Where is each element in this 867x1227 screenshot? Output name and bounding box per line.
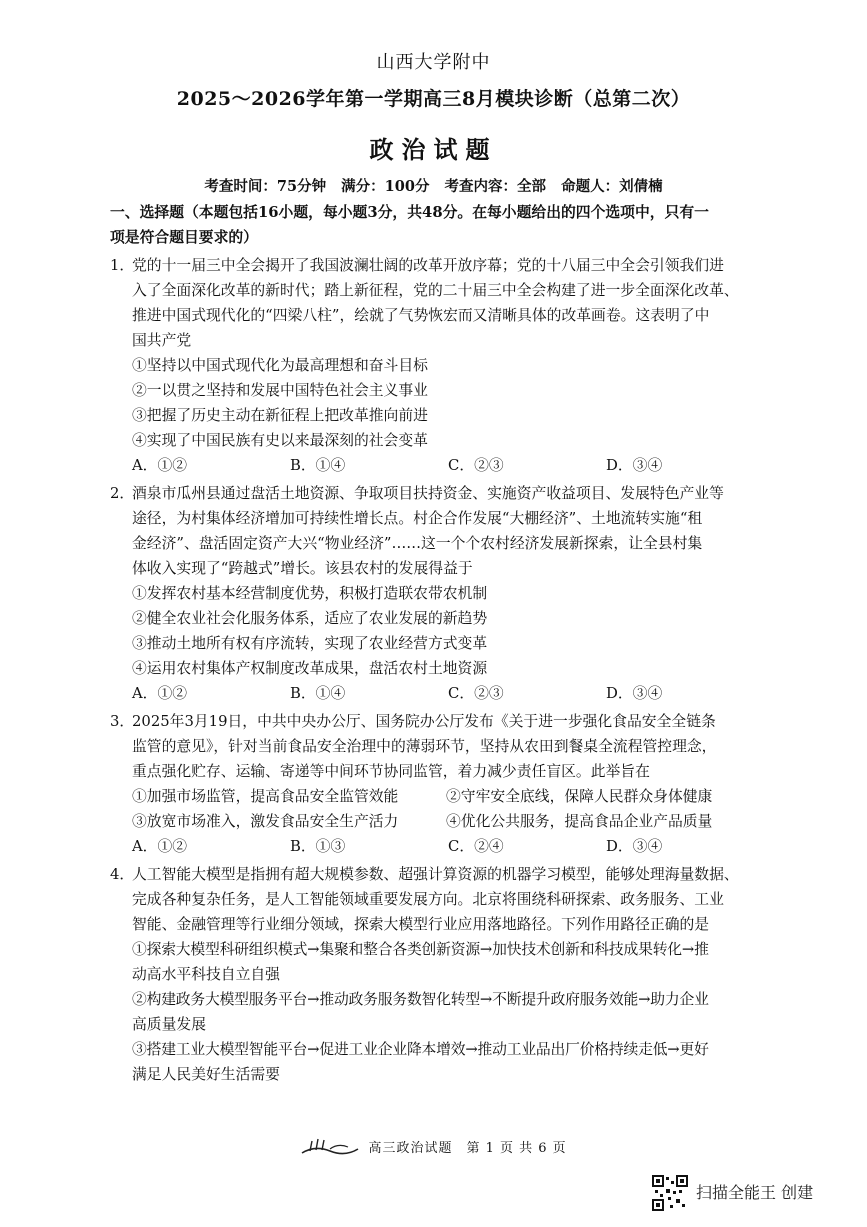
stem-line: 重点强化贮存、运输、寄递等中间环节协同监管，着力减少责任盲区。此举旨在 bbox=[132, 763, 650, 780]
choice-c: C．②④ bbox=[448, 838, 504, 855]
question-stem bbox=[110, 709, 774, 784]
statement-option: ②守牢安全底线，保障人民群众身体健康 bbox=[446, 788, 713, 805]
section-heading-line: 项是符合题目要求的） bbox=[110, 229, 258, 246]
stem-line: 国共产党 bbox=[132, 332, 192, 349]
exam-full-score: 满分：100分 bbox=[341, 178, 430, 195]
school-logo-icon bbox=[300, 1135, 360, 1157]
exam-info bbox=[0, 175, 867, 196]
choice-d: D．③④ bbox=[606, 457, 663, 474]
question-number: 1． bbox=[110, 257, 135, 274]
question-stem bbox=[110, 253, 774, 353]
stem-line: 智能、金融管理等行业细分领域，探索大模型行业应用落地路径。下列作用路径正确的是 bbox=[132, 916, 710, 933]
question-4 bbox=[110, 862, 774, 1087]
statement-option: ③推动土地所有权有序流转，实现了农业经营方式变革 bbox=[132, 635, 488, 652]
statement-option: ④实现了中国民族有史以来最深刻的社会变革 bbox=[132, 432, 428, 449]
option-line: 高质量发展 bbox=[132, 1016, 206, 1033]
choice-a: A．①② bbox=[132, 685, 188, 702]
question-number: 3． bbox=[110, 713, 135, 730]
stem-line: 党的十一届三中全会揭开了我国波澜壮阔的改革开放序幕；党的十八届三中全会引领我们进 bbox=[132, 257, 724, 274]
statement-option: ①加强市场监管，提高食品安全监管效能 bbox=[132, 788, 399, 805]
question-stem bbox=[110, 862, 774, 937]
statement-option bbox=[110, 937, 774, 987]
stem-line: 推进中国式现代化的“四梁八柱”，绘就了气势恢宏而又清晰具体的改革画卷。这表明了中 bbox=[132, 307, 710, 324]
qr-code-icon bbox=[652, 1175, 688, 1211]
option-line: ③搭建工业大模型智能平台→促进工业企业降本增效→推动工业品出厂价格持续走低→更好 bbox=[132, 1041, 709, 1058]
subject-title: 政治试题 bbox=[369, 135, 498, 164]
section-heading-line: 一、选择题（本题包括16小题，每小题3分，共48分。在每小题给出的四个选项中，只有一 bbox=[110, 204, 709, 221]
statement-option bbox=[110, 987, 774, 1037]
statement-option: ①发挥农村基本经营制度优势，积极打造联农带农机制 bbox=[132, 585, 488, 602]
stem-line: 完成各种复杂任务，是人工智能领域重要发展方向。北京将围绕科研探索、政务服务、工业 bbox=[132, 891, 724, 908]
statement-option: ③把握了历史主动在新征程上把改革推向前进 bbox=[132, 407, 428, 424]
stem-line: 监管的意见》，针对当前食品安全治理中的薄弱环节，坚持从农田到餐桌全流程管控理念， bbox=[132, 738, 717, 755]
exam-scope: 考查内容：全部 bbox=[444, 178, 547, 195]
choice-d: D．③④ bbox=[606, 685, 663, 702]
choice-c: C．②③ bbox=[448, 685, 504, 702]
statement-option bbox=[110, 1037, 774, 1087]
choice-a: A．①② bbox=[132, 457, 188, 474]
choice-d: D．③④ bbox=[606, 838, 663, 855]
question-number: 2． bbox=[110, 485, 135, 502]
statement-option: ④运用农村集体产权制度改革成果，盘活农村土地资源 bbox=[132, 660, 488, 677]
answer-choices bbox=[110, 453, 774, 478]
stem-line: 途径，为村集体经济增加可持续性增长点。村企合作发展“大棚经济”、土地流转实施“租 bbox=[132, 510, 703, 527]
stem-line: 金经济”、盘活固定资产大兴“物业经济”……这一个个农村经济发展新探索，让全县村集 bbox=[132, 535, 703, 552]
question-stem bbox=[110, 481, 774, 581]
scanner-watermark: 扫描全能王 创建 bbox=[696, 1183, 814, 1202]
choice-c: C．②③ bbox=[448, 457, 504, 474]
statement-option: ①坚持以中国式现代化为最高理想和奋斗目标 bbox=[132, 357, 428, 374]
choice-a: A．①② bbox=[132, 838, 188, 855]
choice-b: B．①④ bbox=[290, 685, 346, 702]
option-line: ①探索大模型科研组织模式→集聚和整合各类创新资源→加快技术创新和科技成果转化→推 bbox=[132, 941, 709, 958]
stem-line: 入了全面深化改革的新时代；踏上新征程，党的二十届三中全会构建了进一步全面深化改革、 bbox=[132, 282, 739, 299]
question-number: 4． bbox=[110, 866, 135, 883]
school-name: 山西大学附中 bbox=[376, 52, 491, 73]
statement-option: ③放宽市场准入，激发食品安全生产活力 bbox=[132, 813, 399, 830]
stem-line: 2025年3月19日，中共中央办公厅、国务院办公厅发布《关于进一步强化食品安全全链条 bbox=[132, 713, 716, 730]
option-line: 动高水平科技自立自强 bbox=[132, 966, 280, 983]
answer-choices bbox=[110, 834, 774, 859]
answer-choices bbox=[110, 681, 774, 706]
question-2 bbox=[110, 481, 774, 706]
page-number-text: 高三政治试题 第 1 页 共 6 页 bbox=[368, 1140, 567, 1156]
question-1 bbox=[110, 253, 774, 478]
exam-title: 2025～2026学年第一学期高三8月模块诊断（总第二次） bbox=[176, 88, 691, 110]
question-3 bbox=[110, 709, 774, 859]
stem-line: 体收入实现了“跨越式”增长。该县农村的发展得益于 bbox=[132, 560, 473, 577]
choice-b: B．①④ bbox=[290, 457, 346, 474]
statement-option: ②健全农业社会化服务体系，适应了农业发展的新趋势 bbox=[132, 610, 488, 627]
exam-content bbox=[110, 200, 774, 1087]
statement-option-row bbox=[110, 784, 774, 809]
section-heading bbox=[110, 200, 774, 250]
statement-option: ④优化公共服务，提高食品企业产品质量 bbox=[446, 813, 713, 830]
statement-option-row bbox=[110, 809, 774, 834]
exam-time: 考查时间：75分钟 bbox=[204, 178, 327, 195]
stem-line: 人工智能大模型是指拥有超大规模参数、超强计算资源的机器学习模型，能够处理海量数据、 bbox=[132, 866, 739, 883]
option-line: ②构建政务大模型服务平台→推动政务服务数智化转型→不断提升政府服务效能→助力企业 bbox=[132, 991, 709, 1008]
choice-b: B．①③ bbox=[290, 838, 346, 855]
stem-line: 酒泉市瓜州县通过盘活土地资源、争取项目扶持资金、实施资产收益项目、发展特色产业等 bbox=[132, 485, 724, 502]
statement-option: ②一以贯之坚持和发展中国特色社会主义事业 bbox=[132, 382, 428, 399]
page-footer bbox=[0, 1135, 867, 1157]
exam-author: 命题人：刘倩楠 bbox=[561, 178, 663, 195]
option-line: 满足人民美好生活需要 bbox=[132, 1066, 280, 1083]
